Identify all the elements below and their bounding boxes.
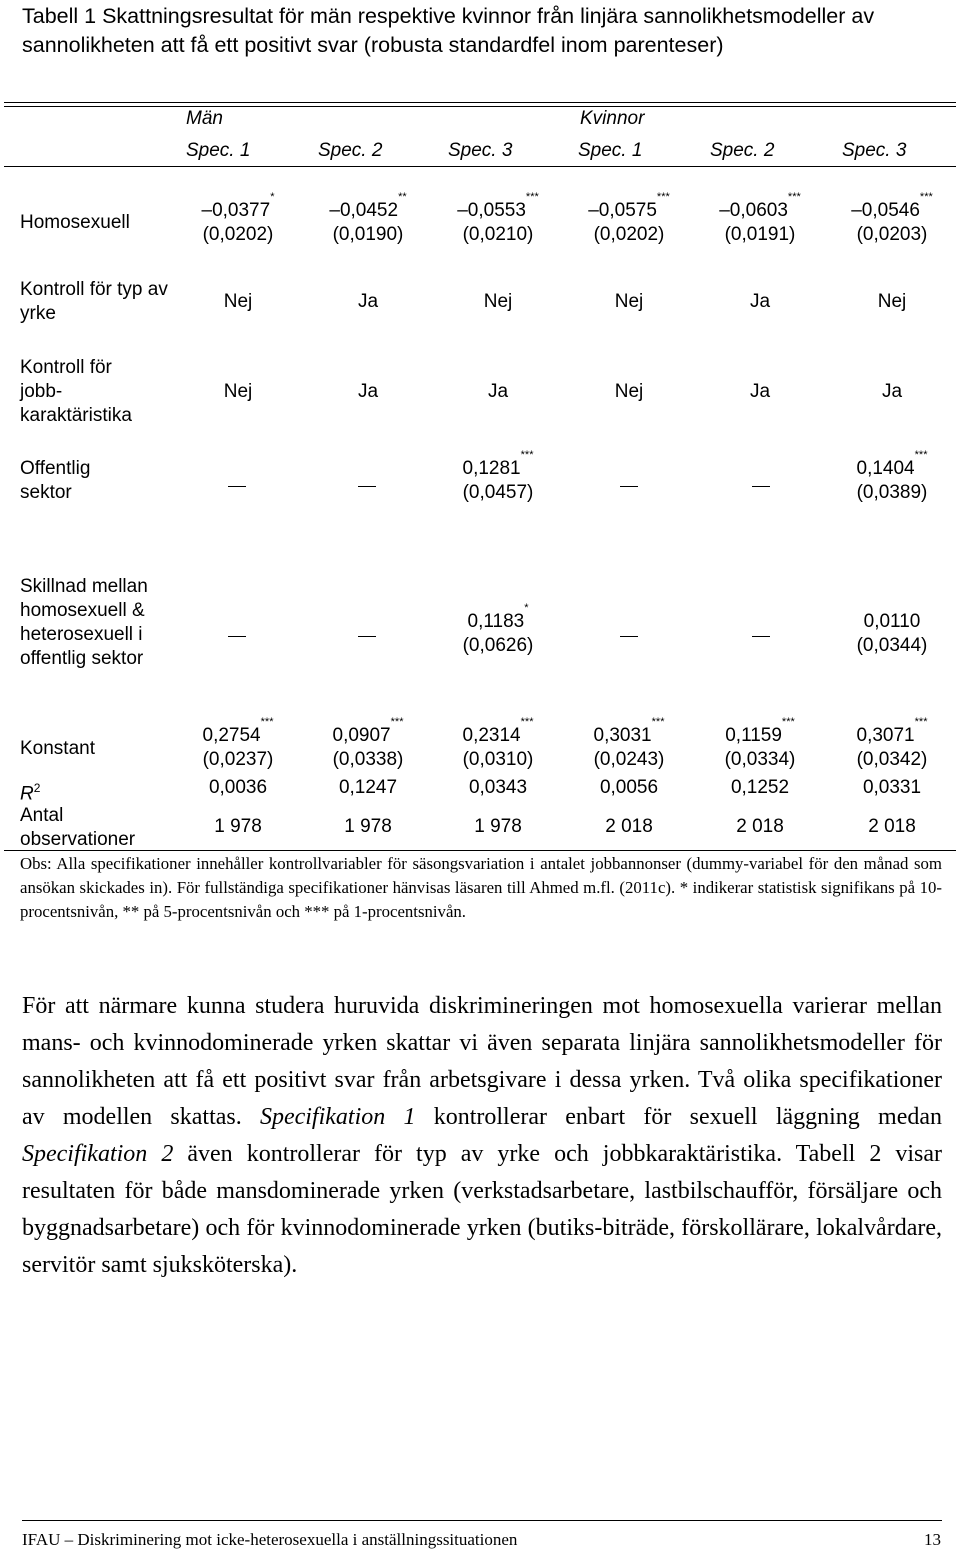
row-label-skillnad: Skillnad mellan homosexuell & heterosexuell i offentlig sektor — [20, 576, 148, 669]
cell-kontroll-yrke: Nej — [877, 291, 907, 312]
spec-header: Spec. 1 — [186, 140, 251, 161]
row-label-observationer: Antal observationer — [20, 805, 136, 850]
cell-konstant: 0,3071*** (0,0342) — [856, 716, 928, 770]
page-number: 13 — [924, 1530, 941, 1549]
cell-r2: 0,0056 — [599, 777, 659, 798]
table-note: Obs: Alla specifikationer innehåller kontrollvariabler för säsongsvariation i antalet jobbannonser (dummy-variabel för den månad som ansökan skickades in). För fullständiga specifikationer hänvisas läsaren till Ahmed m.fl. (2011c). * indikerar statistisk signifikans på 10-procentsnivån, ** på 5-procentsnivån och *** på 1-procentsnivån. — [20, 854, 942, 921]
cell-kontroll-jobb: Nej — [223, 381, 253, 402]
body-paragraph: För att närmare kunna studera huruvida diskrimineringen mot homosexuella varierar mellan mans- och kvinnodominerade yrken skattar vi även separata linjära sannolikhetsmodeller för sannolikheten att få ett positivt svar från arbetsgivare i dessa yrken. Två olika specifikationer av modellen skattas. Specifikation 1 kontrollerar enbart för sexuell läggning medan Specifikation 2 även kontrollerar för typ av yrke och jobbkaraktäristika. Tabell 2 visar resultaten för både mansdominerade yrken (verkstadsarbetare, lastbilschaufför, försäljare och byggnadsarbetare) och för kvinnodominerade yrken (butiks-biträde, förskollärare, lokalvårdare, servitör samt sjuksköterska). — [22, 993, 943, 1278]
cell-skillnad: 0,0110 (0,0344) — [856, 611, 928, 656]
cell-kontroll-yrke: Nej — [614, 291, 644, 312]
table-top-rule-upper — [4, 102, 956, 103]
cell-observationer: 1 978 — [344, 816, 392, 837]
cell-r2: 0,1252 — [730, 777, 790, 798]
cell-kontroll-jobb: Nej — [614, 381, 644, 402]
cell-homosexuell: –0,0603*** (0,0191) — [719, 191, 801, 245]
cell-r2: 0,1247 — [338, 777, 398, 798]
cell-observationer: 2 018 — [605, 816, 653, 837]
table-caption: Tabell 1 Skattningsresultat för män respektive kvinnor från linjära sannolikhetsmodeller av sannolikheten att få ett positivt svar (robusta standardfel inom parenteser) — [22, 4, 875, 57]
cell-observationer: 1 978 — [474, 816, 522, 837]
header-rule — [4, 166, 956, 167]
cell-kontroll-jobb: Ja — [881, 381, 903, 402]
cell-homosexuell: –0,0377* (0,0202) — [201, 191, 275, 245]
group-header-men: Män — [186, 108, 223, 129]
cell-konstant: 0,2754*** (0,0237) — [202, 716, 274, 770]
empty-cell-dash — [358, 486, 376, 487]
spec-header: Spec. 2 — [710, 140, 775, 161]
empty-cell-dash — [620, 636, 638, 637]
cell-homosexuell: –0,0575*** (0,0202) — [588, 191, 670, 245]
empty-cell-dash — [228, 486, 246, 487]
row-label-kontroll-jobb: Kontroll för jobb-karaktäristika — [20, 357, 132, 426]
cell-r2: 0,0343 — [468, 777, 528, 798]
cell-offentlig: 0,1281*** (0,0457) — [462, 449, 534, 503]
cell-homosexuell: –0,0452** (0,0190) — [329, 191, 407, 245]
cell-konstant: 0,1159*** (0,0334) — [724, 716, 796, 770]
cell-observationer: 2 018 — [868, 816, 916, 837]
cell-r2: 0,0331 — [862, 777, 922, 798]
cell-homosexuell: –0,0546*** (0,0203) — [851, 191, 933, 245]
empty-cell-dash — [228, 636, 246, 637]
cell-offentlig: 0,1404*** (0,0389) — [856, 449, 928, 503]
cell-skillnad: 0,1183* (0,0626) — [462, 602, 534, 656]
row-label-r2: $R^2$ — [20, 781, 41, 805]
cell-konstant: 0,0907*** (0,0338) — [332, 716, 404, 770]
row-label-kontroll-yrke: Kontroll för typ av yrke — [20, 279, 168, 324]
group-header-women: Kvinnor — [580, 108, 645, 129]
cell-konstant: 0,3031*** (0,0243) — [593, 716, 665, 770]
table-top-rule-lower — [4, 106, 956, 107]
cell-homosexuell: –0,0553*** (0,0210) — [457, 191, 539, 245]
spec-header: Spec. 3 — [842, 140, 907, 161]
empty-cell-dash — [620, 486, 638, 487]
footer-rule — [22, 1520, 942, 1521]
row-label-konstant: Konstant — [20, 738, 95, 759]
cell-kontroll-yrke: Ja — [357, 291, 379, 312]
spec-header: Spec. 2 — [318, 140, 383, 161]
row-label-offentlig: Offentlig sektor — [20, 458, 91, 503]
spec-header: Spec. 1 — [578, 140, 643, 161]
cell-kontroll-yrke: Nej — [223, 291, 253, 312]
cell-observationer: 1 978 — [214, 816, 262, 837]
cell-konstant: 0,2314*** (0,0310) — [462, 716, 534, 770]
table-bottom-rule — [4, 850, 956, 851]
empty-cell-dash — [752, 486, 770, 487]
empty-cell-dash — [752, 636, 770, 637]
cell-kontroll-jobb: Ja — [487, 381, 509, 402]
cell-kontroll-jobb: Ja — [749, 381, 771, 402]
cell-kontroll-yrke: Nej — [483, 291, 513, 312]
cell-kontroll-yrke: Ja — [749, 291, 771, 312]
spec-header: Spec. 3 — [448, 140, 513, 161]
cell-observationer: 2 018 — [736, 816, 784, 837]
empty-cell-dash — [358, 636, 376, 637]
row-label-homosexuell: Homosexuell — [20, 212, 130, 233]
footer-text: IFAU – Diskriminering mot icke-heterosexuella i anställningssituationen — [22, 1530, 518, 1549]
cell-kontroll-jobb: Ja — [357, 381, 379, 402]
cell-r2: 0,0036 — [208, 777, 268, 798]
